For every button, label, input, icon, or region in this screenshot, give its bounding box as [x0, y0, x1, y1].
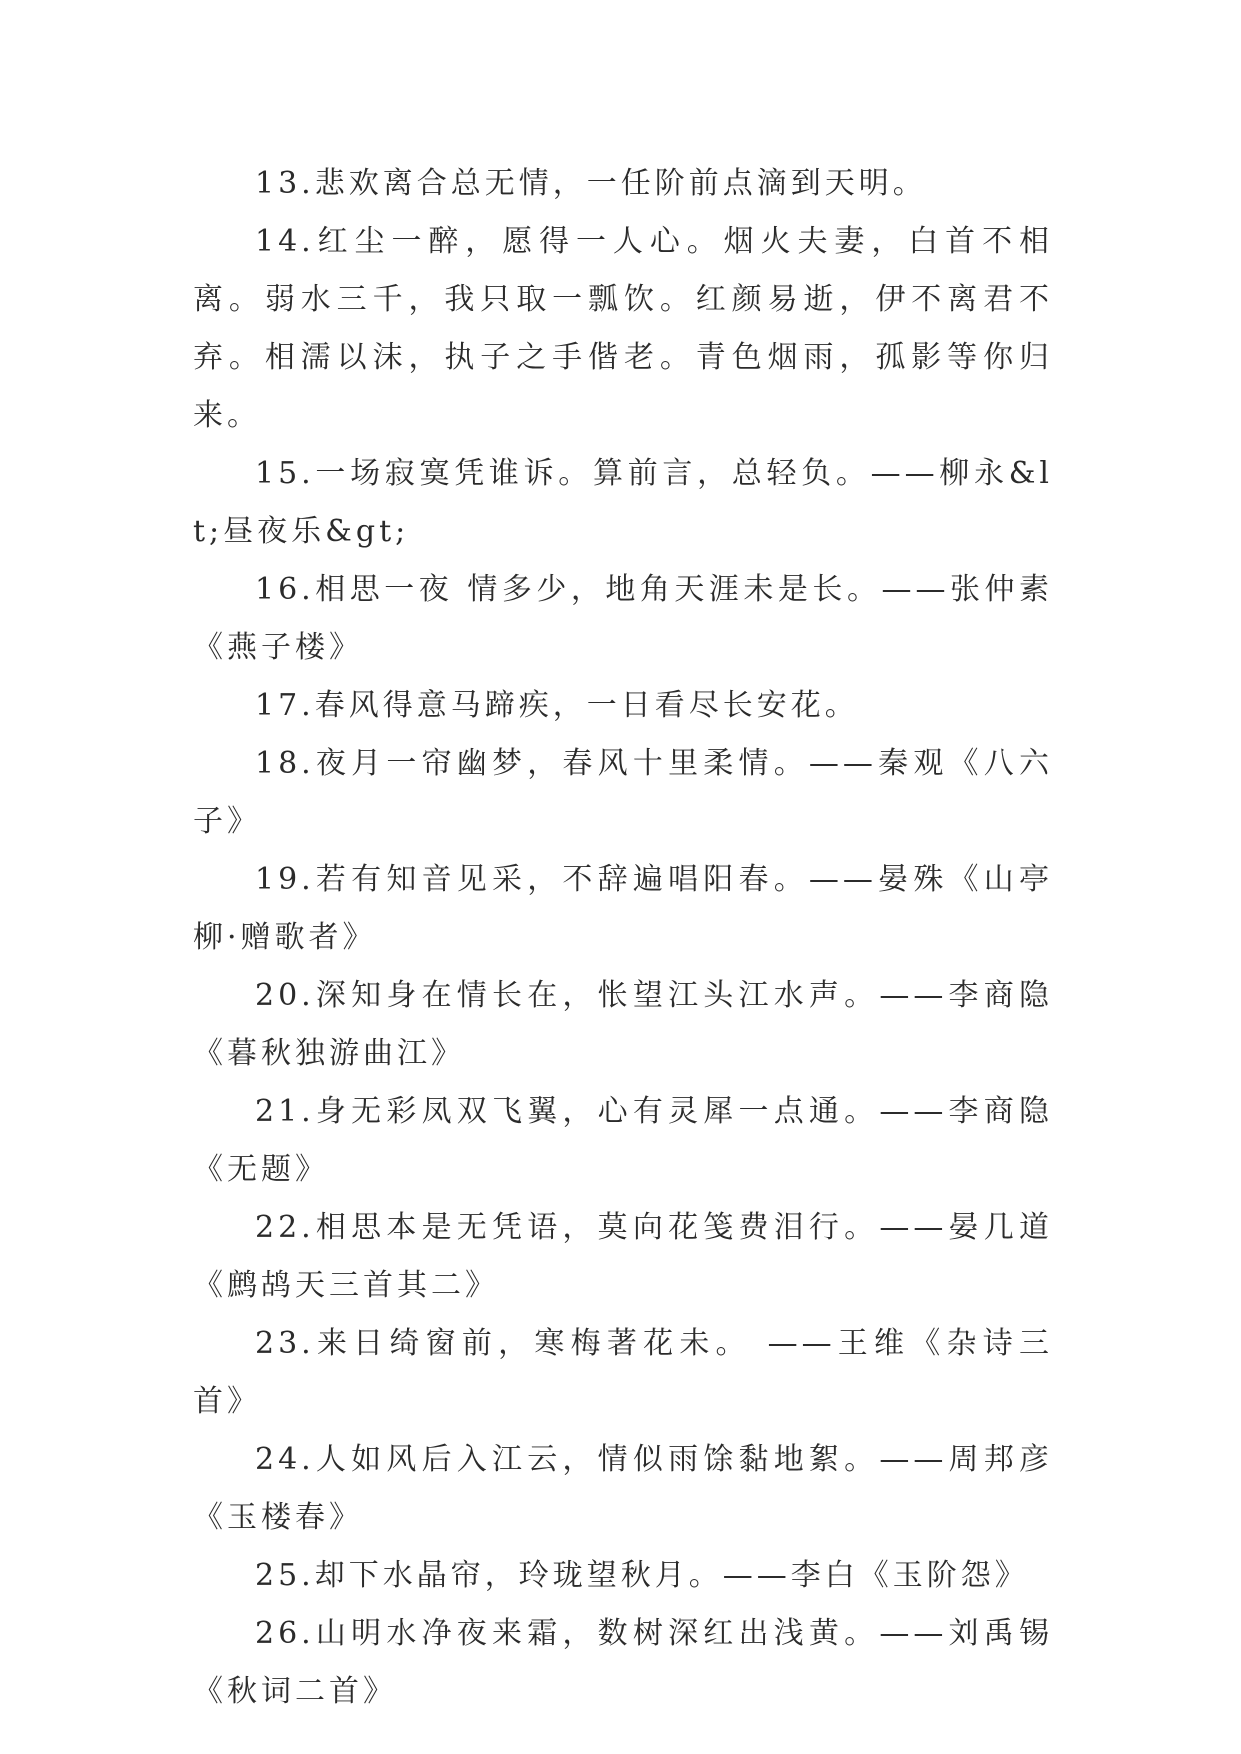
poem-line-16: 16.相思一夜 情多少，地角天涯未是长。——张仲素《燕子楼》: [193, 572, 1053, 665]
poem-line-19: 19.若有知音见采，不辞遍唱阳春。——晏殊《山亭柳·赠歌者》: [193, 862, 1053, 955]
poem-line-15: 15.一场寂寞凭谁诉。算前言，总轻负。——柳永&lt;昼夜乐&gt;: [193, 456, 1053, 549]
poem-line-21: 21.身无彩凤双飞翼，心有灵犀一点通。——李商隐《无题》: [193, 1094, 1053, 1187]
poem-line-24: 24.人如风后入江云，情似雨馀黏地絮。——周邦彦《玉楼春》: [193, 1442, 1053, 1535]
poem-line-18: 18.夜月一帘幽梦，春风十里柔情。——秦观《八六子》: [193, 746, 1053, 839]
document-body: [193, 155, 1053, 1721]
poem-line-20: 20.深知身在情长在，怅望江头江水声。——李商隐《暮秋独游曲江》: [193, 978, 1053, 1071]
poem-line-26: 26.山明水净夜来霜，数树深红出浅黄。——刘禹锡《秋词二首》: [193, 1616, 1053, 1709]
poem-line-14: 14.红尘一醉，愿得一人心。烟火夫妻，白首不相离。弱水三千，我只取一瓢饮。红颜易逝，伊不离君不弃。相濡以沫，执子之手偕老。青色烟雨，孤影等你归来。: [193, 224, 1053, 433]
poem-line-22: 22.相思本是无凭语，莫向花笺费泪行。——晏几道《鹧鸪天三首其二》: [193, 1210, 1053, 1303]
poem-line-23: 23.来日绮窗前，寒梅著花未。 ——王维《杂诗三首》: [193, 1326, 1053, 1419]
poem-line-25: 25.却下水晶帘，玲珑望秋月。——李白《玉阶怨》: [255, 1558, 1029, 1593]
poem-line-13: 13.悲欢离合总无情，一任阶前点滴到天明。: [255, 166, 927, 201]
poem-line-17: 17.春风得意马蹄疾，一日看尽长安花。: [255, 688, 859, 723]
